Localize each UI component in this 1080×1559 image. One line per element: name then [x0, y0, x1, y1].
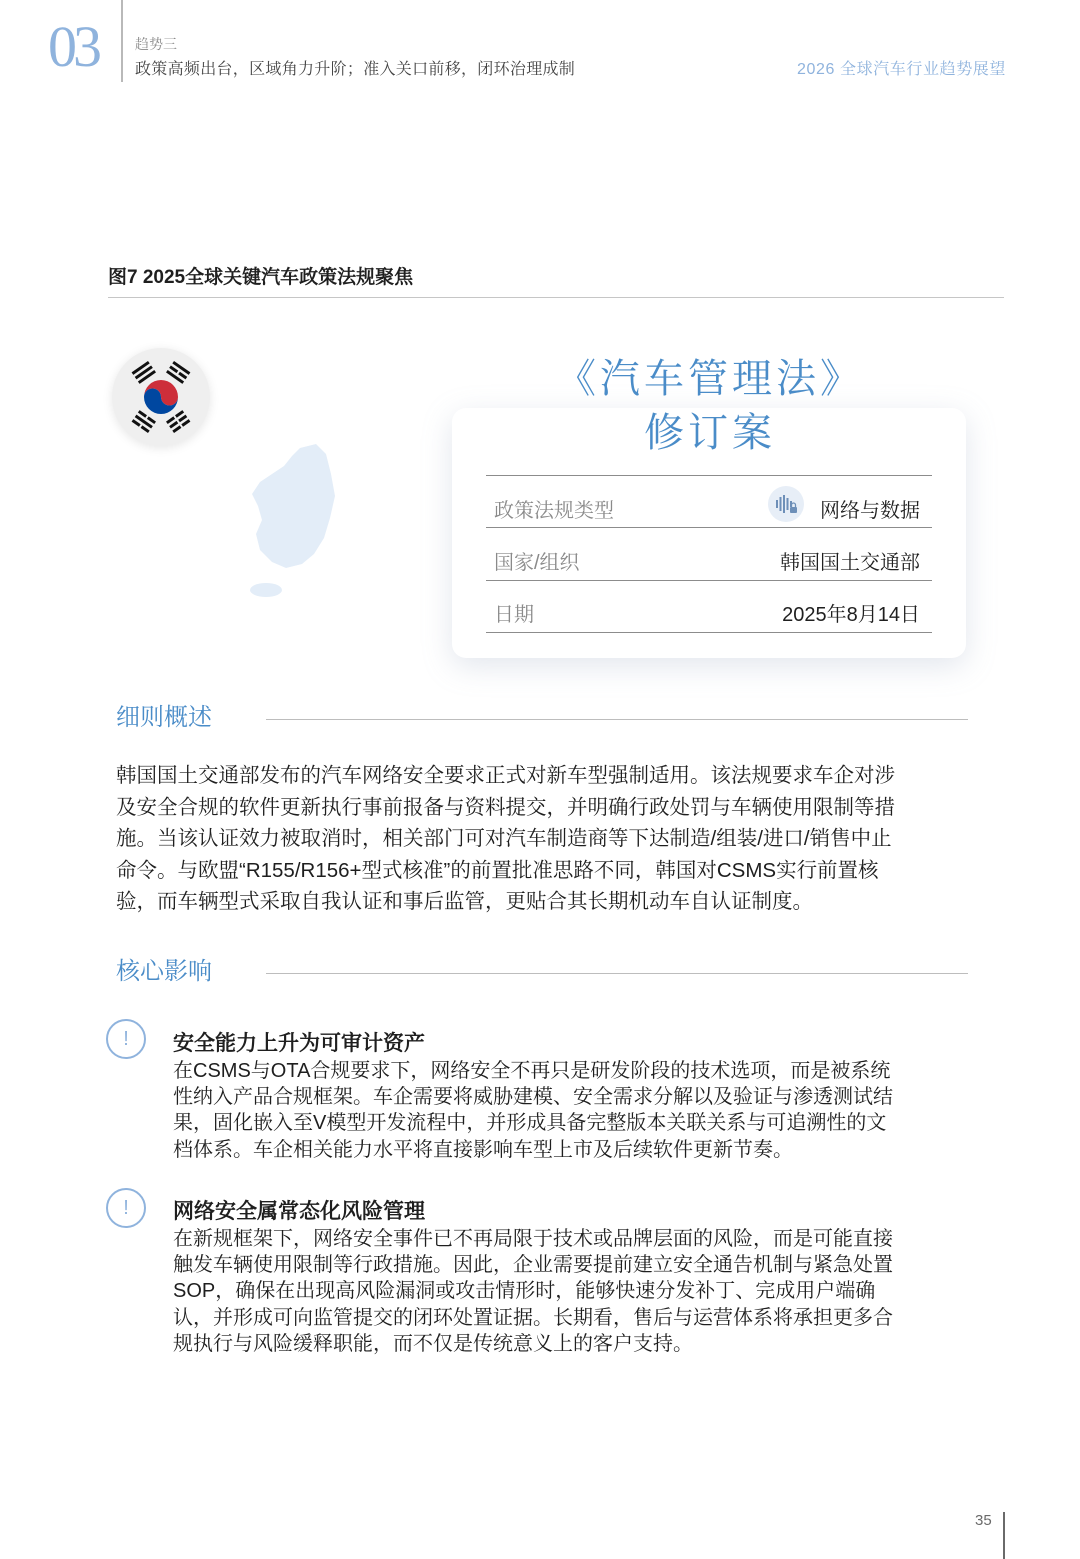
summary-line: 命令。与欧盟“R155/R156+型式核准”的前置批准思路不同，韩国对CSMS实行前置核 — [116, 858, 879, 882]
row-divider — [486, 527, 932, 528]
summary-heading-rule — [266, 719, 968, 720]
policy-type-value: 网络与数据 — [820, 500, 920, 522]
impact-body-2 — [173, 1226, 973, 1357]
korea-map-icon — [238, 440, 348, 615]
impact-title-2: 网络安全属常态化风险管理 — [173, 1200, 425, 1223]
summary-heading: 细则概述 — [116, 704, 212, 731]
exclamation-icon: ! — [106, 1188, 146, 1228]
impact-line: 认，并形成可向监管提交的闭环处置证据。长期看，售后与运营体系将承担更多合 — [173, 1306, 893, 1329]
header-divider — [121, 0, 123, 82]
date-label: 日期 — [494, 604, 534, 626]
impact-line: 触发车辆使用限制等行政措施。因此，企业需要提前建立安全通告机制与紧急处置 — [173, 1254, 893, 1277]
figure-caption: 图7 2025全球关键汽车政策法规聚焦 — [108, 267, 414, 288]
impact-heading: 核心影响 — [116, 958, 212, 985]
impact-line: 性纳入产品合规框架。车企需要将威胁建模、安全需求分解以及验证与渗透测试结 — [173, 1086, 893, 1109]
impact-line: 果，固化嵌入至V模型开发流程中，并形成具备完整版本关联关系与可追溯性的文 — [173, 1112, 887, 1135]
policy-type-label: 政策法规类型 — [494, 500, 614, 522]
country-value: 韩国国土交通部 — [780, 552, 920, 574]
trend-subtitle: 政策高频出台，区域角力升阶；准入关口前移，闭环治理成制 — [135, 61, 576, 78]
row-divider — [486, 475, 932, 476]
exclamation-icon: ! — [106, 1019, 146, 1059]
law-title — [500, 352, 920, 460]
impact-line: 规执行与风险缓释职能，而不仅是传统意义上的客户支持。 — [173, 1332, 693, 1355]
impact-heading-rule — [266, 973, 968, 974]
row-divider — [486, 632, 932, 633]
trend-label: 趋势三 — [135, 36, 177, 52]
country-label: 国家/组织 — [494, 552, 580, 574]
summary-line: 施。当该认证效力被取消时，相关部门可对汽车制造商等下达制造/组装/进口/销售中止 — [116, 827, 892, 851]
impact-line: 档体系。车企相关能力水平将直接影响车型上市及后续软件更新节奏。 — [173, 1138, 793, 1161]
impact-line: 在CSMS与OTA合规要求下，网络安全不再只是研发阶段的技术选项，而是被系统 — [173, 1060, 891, 1082]
impact-line: SOP，确保在出现高风险漏洞或攻击情形时，能够快速分发补丁、完成用户端确 — [173, 1280, 876, 1303]
korea-flag-icon — [112, 348, 210, 446]
impact-body-1 — [173, 1058, 973, 1163]
page-number: 35 — [975, 1512, 992, 1529]
impact-title-1: 安全能力上升为可审计资产 — [173, 1032, 425, 1055]
summary-line: 验，而车辆型式采取自我认证和事后监管，更贴合其长期机动车自认证制度。 — [116, 890, 813, 914]
impact-line: 在新规框架下，网络安全事件已不再局限于技术或品牌层面的风险，而是可能直接 — [173, 1228, 893, 1250]
chapter-number: 03 — [48, 14, 98, 79]
summary-line: 及安全合规的软件更新执行事前报备与资料提交，并明确行政处罚与车辆使用限制等措 — [116, 795, 895, 819]
summary-paragraph — [116, 760, 976, 918]
law-title-line2: 修订案 — [644, 410, 776, 456]
network-data-icon — [768, 486, 804, 522]
summary-line: 韩国国土交通部发布的汽车网络安全要求正式对新车型强制适用。该法规要求车企对涉 — [116, 764, 895, 787]
report-title: 2026 全球汽车行业趋势展望 — [796, 61, 1006, 78]
footer-divider — [1003, 1512, 1005, 1559]
caption-divider — [108, 297, 1004, 298]
date-value: 2025年8月14日 — [782, 604, 920, 626]
law-title-line1: 《汽车管理法》 — [556, 356, 864, 402]
row-divider — [486, 580, 932, 581]
